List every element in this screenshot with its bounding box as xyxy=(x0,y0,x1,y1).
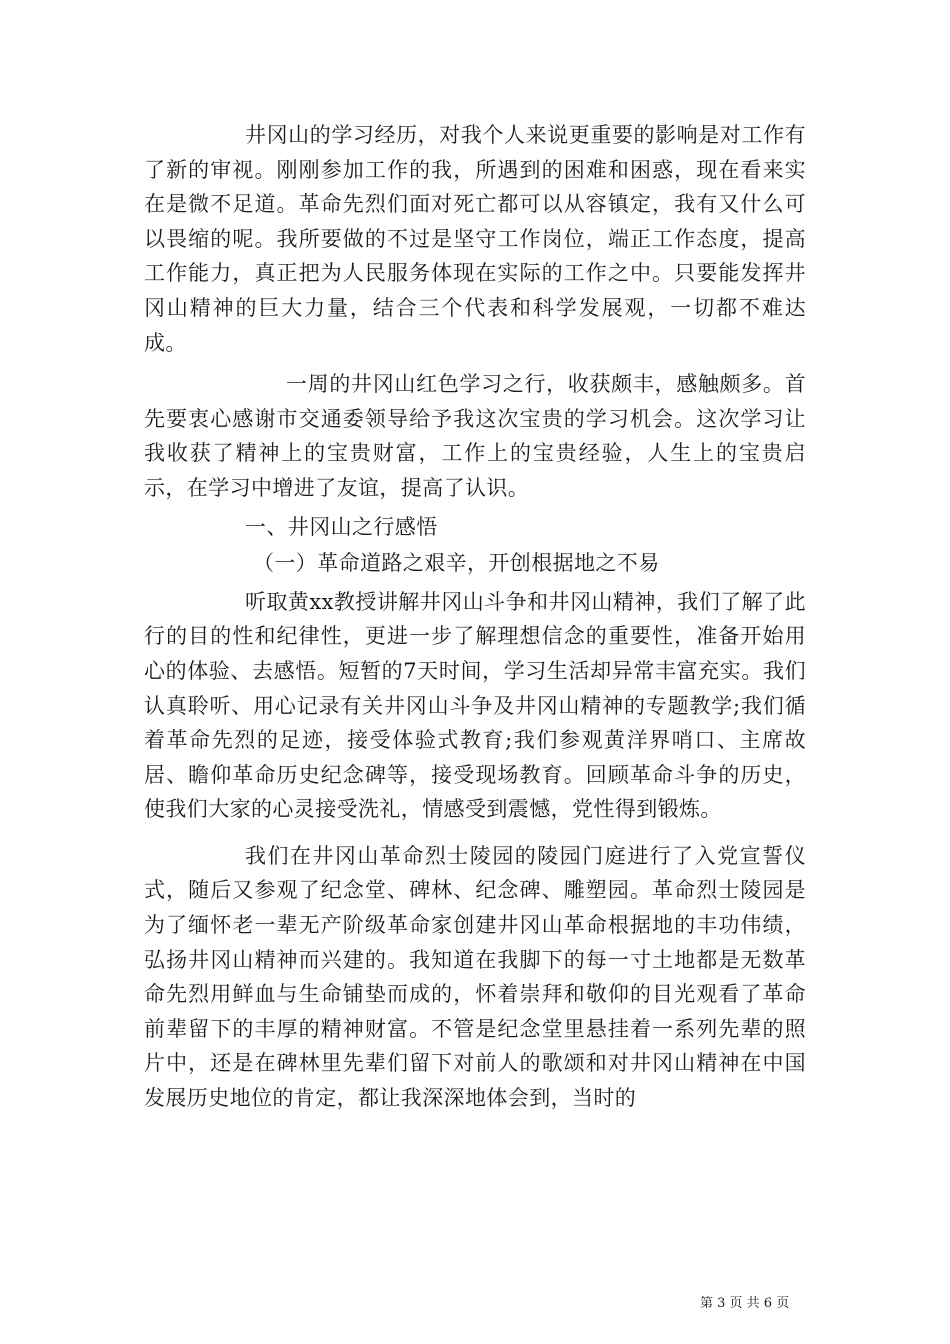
paragraph-cemetery-visit: 我们在井冈山革命烈士陵园的陵园门庭进行了入党宣誓仪式，随后又参观了纪念堂、碑林、纪念碑、雕塑园。革命烈士陵园是为了缅怀老一辈无产阶级革命家创建井冈山革命根据地的丰功伟绩，弘扬井冈山精神而兴建的。我知道在我脚下的每一寸土地都是无数革命先烈用鲜血与生命铺垫而成的，怀着崇拜和敬仰的目光观看了革命前辈留下的丰厚的精神财富。不管是纪念堂里悬挂着一系列先辈的照片中，还是在碑林里先辈们留下对前人的歌颂和对井冈山精神在中国发展历史地位的肯定，都让我深深地体会到，当时的 xyxy=(144,843,806,1111)
paragraph-lecture: 听取黄xx教授讲解井冈山斗争和井冈山精神，我们了解了此行的目的性和纪律性，更进一步了解理想信念的重要性，准备开始用心的体验、去感悟。短暂的7天时间，学习生活却异常丰富充实。我们认真聆听、用心记录有关井冈山斗争及井冈山精神的专题教学;我们循着革命先烈的足迹，接受体验式教育;我们参观黄洋界哨口、主席故居、瞻仰革命历史纪念碑等，接受现场教育。回顾革命斗争的历史，使我们大家的心灵接受洗礼，情感受到震憾，党性得到锻炼。 xyxy=(144,589,806,822)
subsection-heading: （一）革命道路之艰辛，开创根据地之不易 xyxy=(253,551,660,576)
paragraph-work-reflection: 井冈山的学习经历，对我个人来说更重要的影响是对工作有了新的审视。刚刚参加工作的我，所遇到的困难和困惑，现在看来实在是微不足道。革命先烈们面对死亡都可以从容镇定，我有又什么可以畏缩的呢。我所要做的不过是坚守工作岗位，端正工作态度，提高工作能力，真正把为人民服务体现在实际的工作之中。只要能发挥井冈山精神的巨大力量，结合三个代表和科学发展观，一切都不难达成。 xyxy=(144,123,806,355)
section-heading: 一、井冈山之行感悟 xyxy=(245,514,438,539)
page-number-footer: 第 3 页 共 6 页 xyxy=(700,1296,790,1311)
document-body xyxy=(144,118,806,1116)
paragraph-trip-summary: 一周的井冈山红色学习之行，收获颇丰，感触颇多。首先要衷心感谢市交通委领导给予我这次宝贵的学习机会。这次学习让我收获了精神上的宝贵财富，工作上的宝贵经验，人生上的宝贵启示，在学习中增进了友谊，提高了认识。 xyxy=(144,372,806,500)
